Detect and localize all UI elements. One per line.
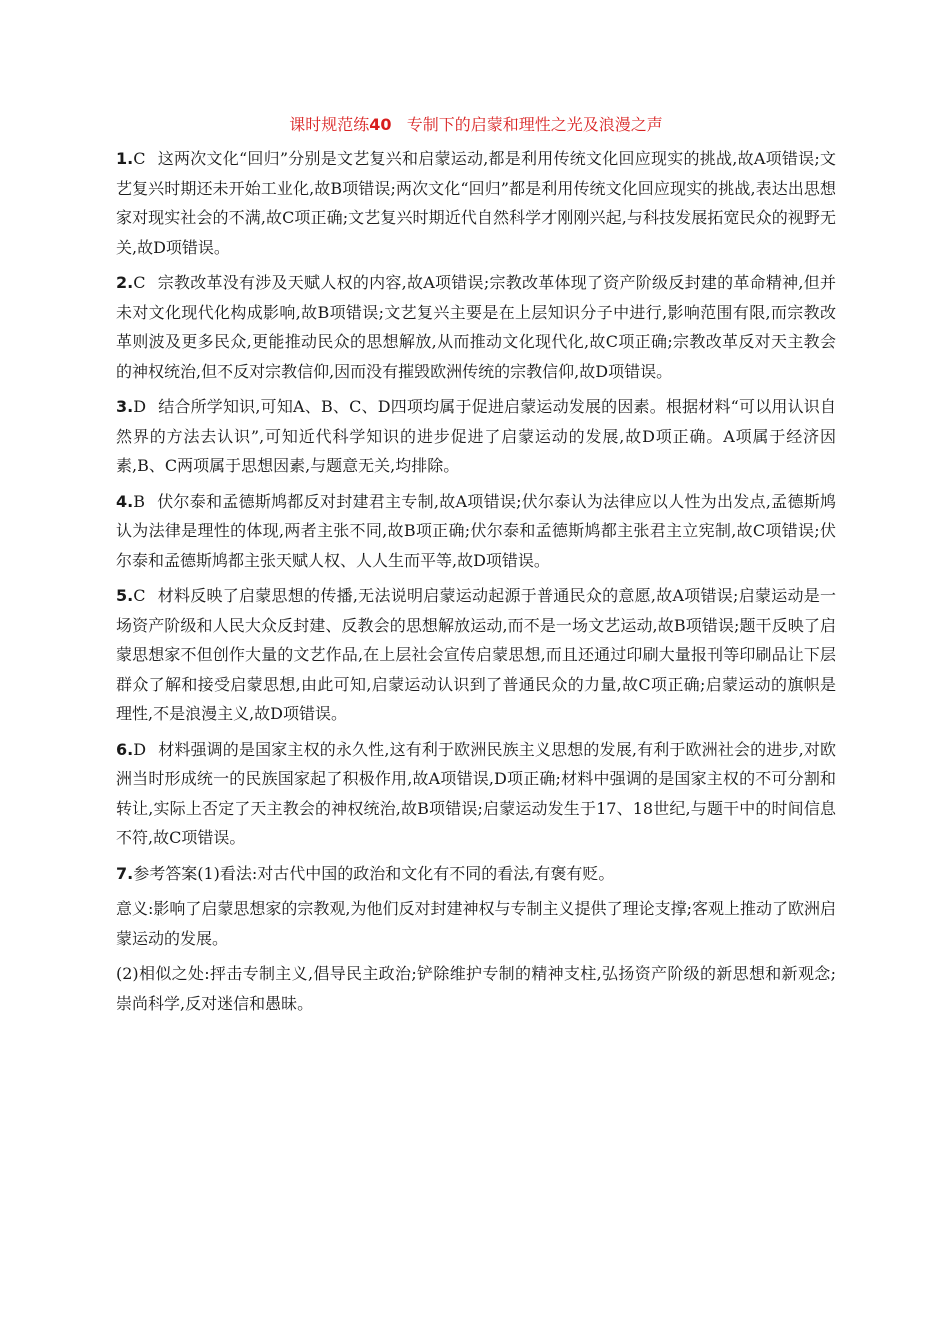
item-answer: B: [133, 491, 145, 511]
item-number: 6.: [116, 739, 134, 759]
answer-item-3: [116, 392, 836, 481]
answer-item-7-part-2: [116, 959, 836, 1018]
item-explanation: 意义:影响了启蒙思想家的宗教观,为他们反对封建神权与专制主义提供了理论支撑;客观上推动了欧洲启蒙运动的发展。: [116, 899, 836, 948]
answer-item-7: [116, 859, 836, 889]
title-subtitle: 专制下的启蒙和理性之光及浪漫之声: [406, 115, 663, 134]
item-answer: C: [133, 586, 146, 605]
item-number: 3.: [116, 397, 134, 416]
item-explanation: 结合所学知识,可知A、B、C、D四项均属于促进启蒙运动发展的因素。根据材料“可以用认识自然界的方法去认识”,可知近代科学知识的进步促进了启蒙运动的发展,故D项正确。A项属于经济因素,B、C两项属于思想因素,与题意无关,均排除。: [116, 397, 836, 475]
item-explanation: 伏尔泰和孟德斯鸠都反对封建君主专制,故A项错误;伏尔泰认为法律应以人性为出发点,孟德斯鸠认为法律是理性的体现,两者主张不同,故B项正确;伏尔泰和孟德斯鸠都主张君主立宪制,故C项错误;伏尔泰和孟德斯鸠都主张天赋人权、人人生而平等,故D项错误。: [116, 491, 836, 570]
item-number: 7.: [116, 863, 134, 883]
answer-item-5: [116, 581, 836, 729]
item-answer: D: [133, 397, 147, 416]
answer-item-2: [116, 268, 836, 386]
answer-item-6: [116, 735, 836, 853]
item-number: 1.: [116, 149, 134, 168]
item-answer: D: [133, 739, 147, 759]
answer-item-4: [116, 487, 836, 576]
item-explanation: 材料反映了启蒙思想的传播,无法说明启蒙运动起源于普通民众的意愿,故A项错误;启蒙运动是一场资产阶级和人民大众反封建、反教会的思想解放运动,而不是一场文艺运动,故B项错误;题干反映了启蒙思想家不但创作大量的文艺作品,在上层社会宣传启蒙思想,而且还通过印刷大量报刊等印刷品让下层群众了解和接受启蒙思想,由此可知,启蒙运动认识到了普通民众的力量,故C项正确;启蒙运动的旗帜是理性,不是浪漫主义,故D项错误。: [116, 586, 836, 723]
title-number: 40: [369, 115, 392, 134]
item-number: 2.: [116, 273, 134, 292]
page-title: [116, 112, 836, 138]
item-explanation: (2)相似之处:抨击专制主义,倡导民主政治;铲除维护专制的精神支柱,弘扬资产阶级的新思想和新观念;崇尚科学,反对迷信和愚昧。: [116, 964, 836, 1013]
item-number: 4.: [116, 491, 134, 511]
answer-item-7-significance: [116, 894, 836, 953]
item-explanation: 材料强调的是国家主权的永久性,这有利于欧洲民族主义思想的发展,有利于欧洲社会的进步,对欧洲当时形成统一的民族国家起了积极作用,故A项错误,D项正确;材料中强调的是国家主权的不可分割和转让,实际上否定了天主教会的神权统治,故B项错误;启蒙运动发生于17、18世纪,与题干中的时间信息不符,故C项错误。: [116, 739, 836, 847]
item-explanation: 宗教改革没有涉及天赋人权的内容,故A项错误;宗教改革体现了资产阶级反封建的革命精神,但并未对文化现代化构成影响,故B项错误;文艺复兴主要是在上层知识分子中进行,影响范围有限,而宗教改革则波及更多民众,更能推动民众的思想解放,从而推动文化现代化,故C项正确;宗教改革反对天主教会的神权统治,但不反对宗教信仰,因而没有摧毁欧洲传统的宗教信仰,故D项错误。: [116, 273, 836, 381]
item-explanation: 这两次文化“回归”分别是文艺复兴和启蒙运动,都是利用传统文化回应现实的挑战,故A项错误;文艺复兴时期还未开始工业化,故B项错误;两次文化“回归”都是利用传统文化回应现实的挑战,表达出思想家对现实社会的不满,故C项正确;文艺复兴时期近代自然科学才刚刚兴起,与科技发展拓宽民众的视野无关,故D项错误。: [116, 149, 836, 257]
item-answer: C: [133, 149, 146, 168]
item-number: 5.: [116, 586, 134, 605]
document-page: [116, 112, 836, 1024]
item-explanation: 参考答案(1)看法:对古代中国的政治和文化有不同的看法,有褒有贬。: [133, 863, 615, 883]
title-text: 课时规范练: [289, 115, 370, 134]
answer-item-1: [116, 144, 836, 262]
item-answer: C: [133, 273, 146, 292]
